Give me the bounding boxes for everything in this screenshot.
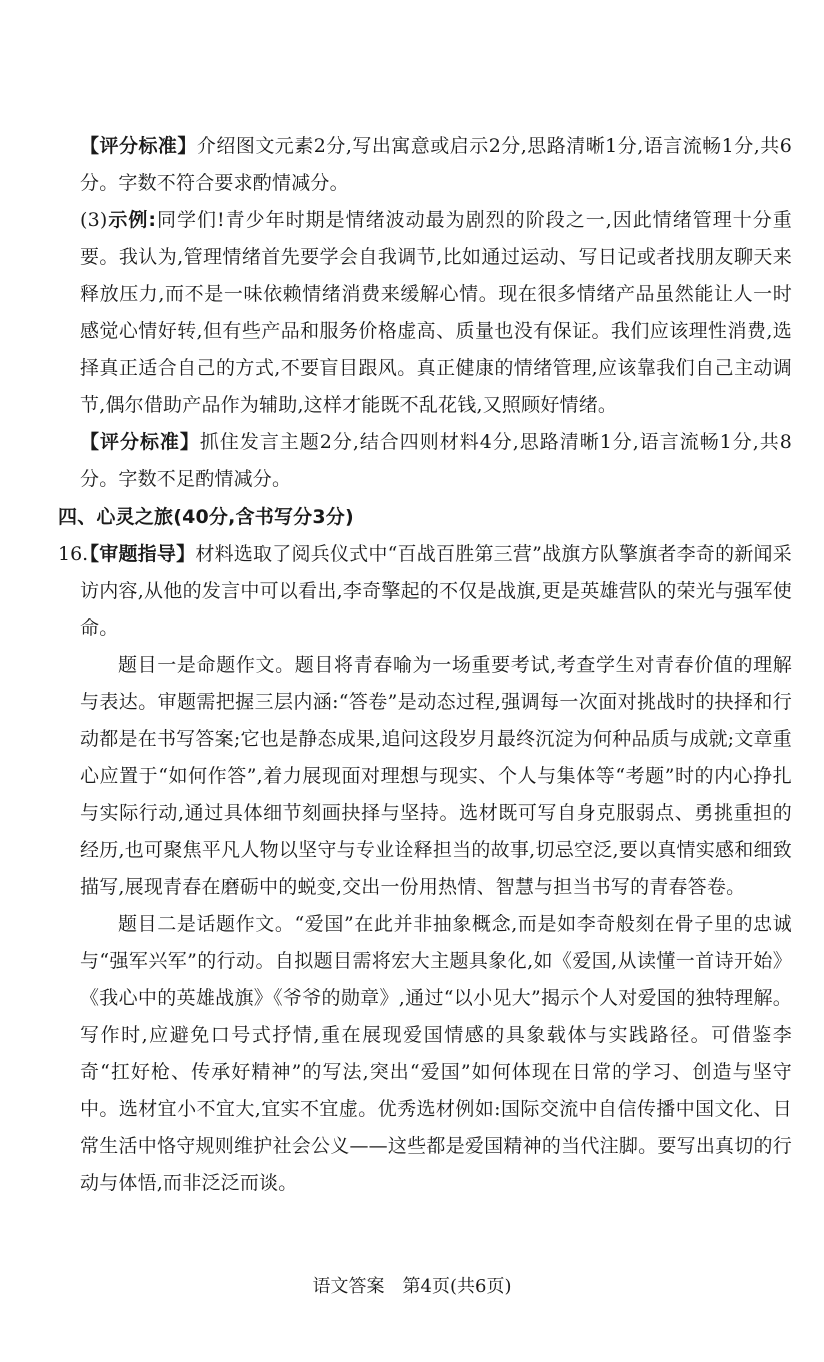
question-16	[58, 536, 792, 647]
scoring-standard-text: 介绍图文元素2分,写出寓意或启示2分,思路清晰1分,语言流畅1分,共6分。字数不符合要求酌情减分。	[80, 135, 793, 194]
example-label: 示例:	[107, 209, 157, 231]
question-number: 16.	[58, 543, 89, 565]
question-16-guidance	[80, 536, 792, 647]
page-content	[58, 128, 793, 1202]
guidance-text: 材料选取了阅兵仪式中“百战百胜第三营”战旗方队擎旗者李奇的新闻采访内容,从他的发言中可以看出,李奇擎起的不仅是战旗,更是英雄营队的荣光与强军使命。	[80, 543, 792, 639]
guidance-label: 【审题指导】	[80, 543, 196, 565]
scoring-standard-label: 【评分标准】	[80, 431, 200, 453]
scoring-standard-1	[80, 128, 792, 202]
scoring-standard-text: 抓住发言主题2分,结合四则材料4分,思路清晰1分,语言流畅1分,共8分。字数不足酌情减分。	[80, 431, 793, 490]
example-prefix: (3)	[80, 209, 108, 231]
example-3	[80, 202, 792, 424]
paragraph-topic-one: 题目一是命题作文。题目将青春喻为一场重要考试,考查学生对青春价值的理解与表达。审题需把握三层内涵:“答卷”是动态过程,强调每一次面对挑战时的抉择和行动都是在书写答案;它也是静态成果,追问这段岁月最终沉淀为何种品质与成就;文章重心应置于“如何作答”,着力展现面对理想与现实、个人与集体等“考题”时的内心挣扎与实际行动,通过具体细节刻画抉择与坚持。选材既可写自身克服弱点、勇挑重担的经历,也可聚焦平凡人物以坚守与专业诠释担当的故事,切忌空泛,要以真情实感和细致描写,展现青春在磨砺中的蜕变,交出一份用热情、智慧与担当书写的青春答卷。	[80, 654, 792, 898]
section-heading: 四、心灵之旅(40分,含书写分3分)	[58, 506, 354, 528]
example-text: 同学们!青少年时期是情绪波动最为剧烈的阶段之一,因此情绪管理十分重要。我认为,管理情绪首先要学会自我调节,比如通过运动、写日记或者找朋友聊天来释放压力,而不是一味依赖情绪消费来缓解心情。现在很多情绪产品虽然能让人一时感觉心情好转,但有些产品和服务价格虚高、质量也没有保证。我们应该理性消费,选择真正适合自己的方式,不要盲目跟风。真正健康的情绪管理,应该靠我们自己主动调节,偶尔借助产品作为辅助,这样才能既不乱花钱,又照顾好情绪。	[80, 209, 793, 416]
page-footer: 语文答案 第4页(共6页)	[312, 1276, 512, 1297]
scoring-standard-2	[80, 424, 792, 498]
paragraph-topic-two: 题目二是话题作文。“爱国”在此并非抽象概念,而是如李奇般刻在骨子里的忠诚与“强军兴军”的行动。自拟题目需将宏大主题具象化,如《爱国,从读懂一首诗开始》《我心中的英雄战旗》《爷爷的勋章》,通过“以小见大”揭示个人对爱国的独特理解。写作时,应避免口号式抒情,重在展现爱国情感的具象载体与实践路径。可借鉴李奇“扛好枪、传承好精神”的写法,突出“爱国”如何体现在日常的学习、创造与坚守中。选材宜小不宜大,宜实不宜虚。优秀选材例如:国际交流中自信传播中国文化、日常生活中恪守规则维护社会公义——这些都是爱国精神的当代注脚。要写出真切的行动与体悟,而非泛泛而谈。	[80, 913, 792, 1194]
scoring-standard-label: 【评分标准】	[80, 135, 197, 157]
